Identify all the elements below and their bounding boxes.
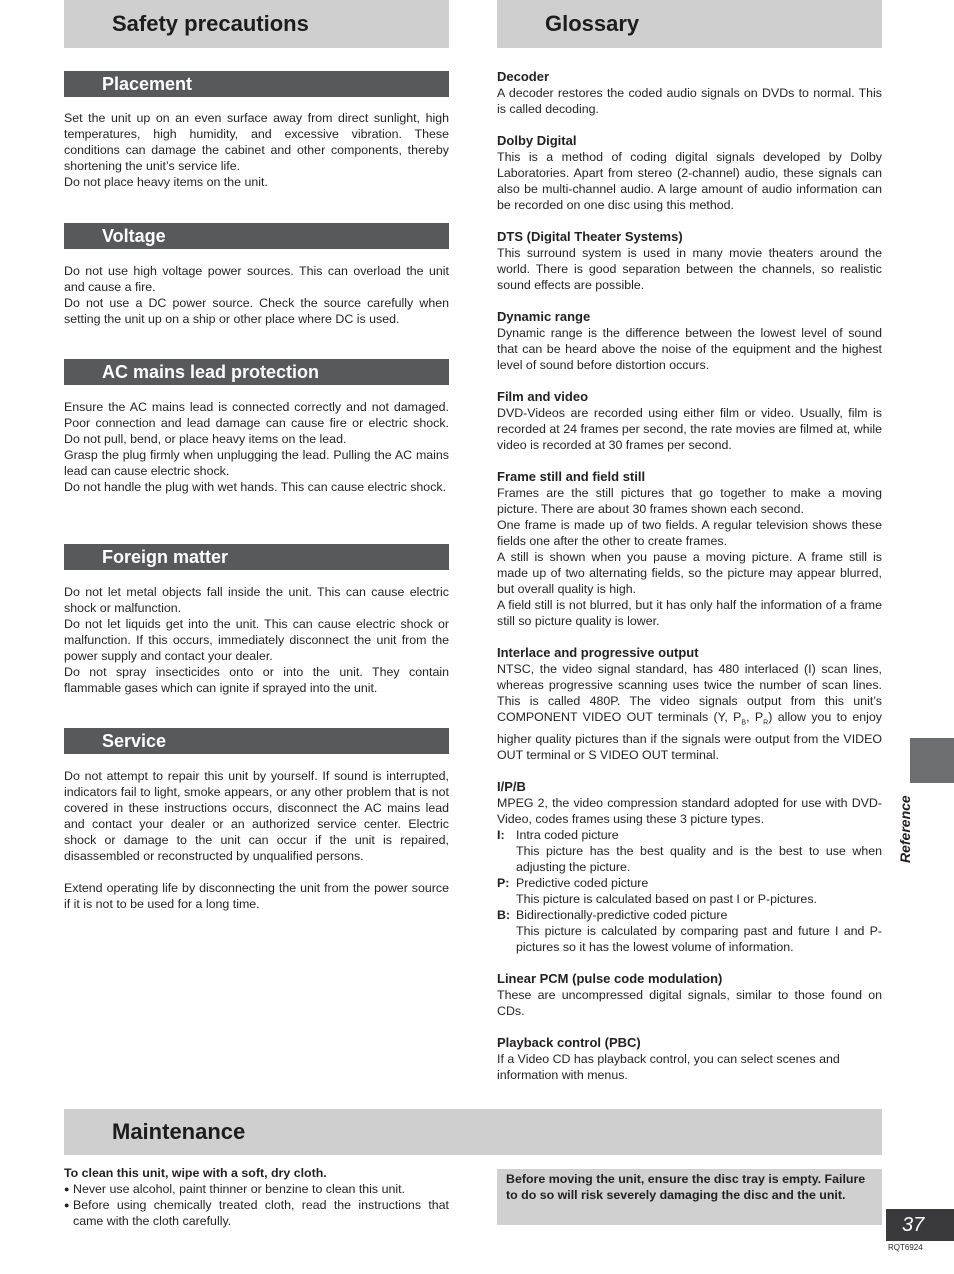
voltage-paragraph: Do not use a DC power source. Check the source carefully when setting the unit up on a ship or other place where DC is used. <box>64 296 449 326</box>
maintenance-bullet <box>64 1197 449 1229</box>
ac-mains-paragraph: Do not handle the plug with wet hands. This can cause electric shock. <box>64 480 447 494</box>
definition-text: NTSC, the video signal standard, has 480 interlaced (I) scan lines, whereas progressive scanning uses twice the number of scan lines. This is called 480P. The video signals output from this unit’s COMPONENT VIDEO OUT terminals (Y, P <box>497 662 882 724</box>
glossary-term: Dolby Digital <box>497 133 577 148</box>
glossary-definition: Dynamic range is the difference between the lowest level of sound that can be heard above the noise of the equipment and the highest level of sound before distortion occurs. <box>497 326 882 372</box>
glossary-list <box>497 69 882 1099</box>
ac-mains-text <box>64 399 449 495</box>
maintenance-heading-band <box>64 1109 882 1155</box>
glossary-term: Dynamic range <box>497 309 591 324</box>
glossary-definition: This surround system is used in many movie theaters around the world. There is good separation between the channels, so realistic sound effects are possible. <box>497 246 882 292</box>
disc-tray-warning-text: Before moving the unit, ensure the disc tray is empty. Failure to do so will risk severely damaging the disc and the unit. <box>506 1172 866 1202</box>
definition-text: , P <box>746 710 764 724</box>
placement-paragraph: Set the unit up on an even surface away from direct sunlight, high temperatures, high humidity, and excessive vibration. These conditions can damage the cabinet and other components, thereby shortening the unit’s service life. <box>64 111 449 173</box>
picture-type-body <box>516 875 882 907</box>
service-paragraph: Do not attempt to repair this unit by yourself. If sound is interrupted, indicators fail to light, smoke appears, or any other problem that is not covered in these instructions occurs, disconnect the AC mains lead and contact your dealer or an authorized service center. Electric shock or damage to the unit can occur if the unit is repaired, disassembled or reconstructed by unqualified persons. <box>64 769 449 863</box>
glossary-entry-pbc <box>497 1035 882 1083</box>
picture-type-name: Bidirectionally-predictive coded picture <box>516 908 728 923</box>
picture-type-name: Predictive coded picture <box>516 876 649 891</box>
bullet-icon: ● <box>64 1184 70 1194</box>
document-code: RQT6924 <box>888 1243 923 1252</box>
section-side-tab <box>910 738 954 783</box>
glossary-definition: One frame is made up of two fields. A regular television shows these fields one after the other to create frames. <box>497 518 882 548</box>
foreign-matter-heading: Foreign matter <box>64 544 449 570</box>
glossary-term: DTS (Digital Theater Systems) <box>497 229 683 244</box>
subscript-b: B <box>741 719 747 727</box>
voltage-heading: Voltage <box>64 223 449 249</box>
picture-type-label: B: <box>497 908 511 923</box>
glossary-definition <box>497 661 882 763</box>
foreign-matter-text <box>64 584 449 696</box>
picture-type-description: This picture is calculated by comparing past and future I and P-pictures so it has the lowest volume of information. <box>516 924 882 955</box>
foreign-matter-paragraph: Do not let liquids get into the unit. This can cause electric shock or malfunction. If this occurs, immediately disconnect the unit from the power supply and contact your dealer. <box>64 617 449 663</box>
safety-precautions-heading-band <box>64 0 449 48</box>
glossary-definition: DVD-Videos are recorded using either film or video. Usually, film is recorded at 24 frames per second, the rate movies are filmed at, while video is recorded at 30 frames per second. <box>497 406 882 452</box>
bullet-text: Never use alcohol, paint thinner or benzine to clean this unit. <box>73 1182 405 1196</box>
ac-mains-paragraph: Grasp the plug firmly when unplugging the lead. Pulling the AC mains lead can cause electric shock. <box>64 448 449 478</box>
picture-type-name: Intra coded picture <box>516 828 619 843</box>
picture-type-b <box>497 907 882 955</box>
glossary-definition: If a Video CD has playback control, you can select scenes and information with menus. <box>497 1052 840 1083</box>
page-number: 37 <box>886 1209 954 1241</box>
glossary-definition: MPEG 2, the video compression standard adopted for use with DVD-Video, codes frames using these 3 picture types. <box>497 796 882 827</box>
picture-type-p <box>497 875 882 907</box>
maintenance-text <box>64 1165 449 1229</box>
placement-heading: Placement <box>64 71 449 97</box>
glossary-entry-linear-pcm <box>497 971 882 1019</box>
definition-text: ) allow you to enjoy higher quality pictures than if the signals were output from the VIDEO OUT terminal or S VIDEO OUT terminal. <box>497 710 882 763</box>
maintenance-bullet <box>64 1181 449 1197</box>
safety-precautions-title: Safety precautions <box>112 11 309 36</box>
picture-type-description: This picture has the best quality and is the best to use when adjusting the picture. <box>516 844 882 875</box>
service-text <box>64 768 449 912</box>
ac-mains-heading: AC mains lead protection <box>64 359 449 385</box>
foreign-matter-paragraph: Do not let metal objects fall inside the unit. This can cause electric shock or malfunction. <box>64 585 449 615</box>
glossary-term: Film and video <box>497 389 589 404</box>
glossary-entry-dolby-digital <box>497 133 882 213</box>
maintenance-title: Maintenance <box>112 1119 246 1144</box>
glossary-definition: These are uncompressed digital signals, similar to those found on CDs. <box>497 988 882 1019</box>
glossary-entry-ipb <box>497 779 882 955</box>
picture-type-body <box>516 827 882 875</box>
service-paragraph: Extend operating life by disconnecting the unit from the power source if it is not to be used for a long time. <box>64 881 449 911</box>
glossary-definition: Frames are the still pictures that go together to make a moving picture. There are about 30 frames shown each second. <box>497 486 882 516</box>
glossary-term: Playback control (PBC) <box>497 1035 641 1051</box>
picture-type-label: P: <box>497 876 510 891</box>
glossary-entry-decoder <box>497 69 882 117</box>
glossary-entry-dynamic-range <box>497 309 882 373</box>
ac-mains-paragraph: Ensure the AC mains lead is connected correctly and not damaged. Poor connection and lead damage can cause fire or electric shock. Do not pull, bend, or place heavy items on the lead. <box>64 400 449 446</box>
glossary-definition: A still is shown when you pause a moving picture. A frame still is made up of two alternating fields, so the picture may appear blurred, but overall quality is high. <box>497 550 882 596</box>
placement-text <box>64 110 449 190</box>
glossary-title: Glossary <box>545 11 640 36</box>
subscript-r: R <box>763 719 769 727</box>
bullet-text: Before using chemically treated cloth, read the instructions that came with the cloth carefully. <box>73 1198 449 1228</box>
glossary-entry-dts <box>497 229 882 293</box>
disc-tray-warning-box <box>497 1169 882 1225</box>
glossary-term: I/P/B <box>497 779 526 795</box>
glossary-entry-film-and-video <box>497 389 882 453</box>
service-heading: Service <box>64 728 449 754</box>
glossary-term: Linear PCM (pulse code modulation) <box>497 971 723 987</box>
voltage-text <box>64 263 449 327</box>
glossary-heading-band <box>497 0 882 48</box>
picture-type-i <box>497 827 882 875</box>
glossary-definition: This is a method of coding digital signals developed by Dolby Laboratories. Apart from stereo (2-channel) audio, these signals can also be multi-channel audio. A large amount of audio information can be recorded on one disc using this method. <box>497 150 882 212</box>
placement-paragraph: Do not place heavy items on the unit. <box>64 175 268 189</box>
glossary-definition: A decoder restores the coded audio signals on DVDs to normal. This is called decoding. <box>497 86 882 116</box>
picture-type-label: I: <box>497 828 505 843</box>
glossary-definition: A field still is not blurred, but it has only half the information of a frame still so picture quality is lower. <box>497 598 882 628</box>
section-side-label: Reference <box>897 795 913 863</box>
glossary-entry-interlace-progressive <box>497 645 882 763</box>
picture-type-description: This picture is calculated based on past I or P-pictures. <box>516 892 817 907</box>
voltage-paragraph: Do not use high voltage power sources. This can overload the unit and cause a fire. <box>64 264 449 294</box>
glossary-term: Frame still and field still <box>497 469 646 484</box>
glossary-term: Decoder <box>497 69 550 84</box>
maintenance-lead: To clean this unit, wipe with a soft, dry cloth. <box>64 1166 327 1180</box>
glossary-entry-frame-still <box>497 469 882 629</box>
bullet-icon: ● <box>64 1200 70 1210</box>
picture-type-body <box>516 907 882 955</box>
foreign-matter-paragraph: Do not spray insecticides onto or into the unit. They contain flammable gases which can ignite if sprayed into the unit. <box>64 665 449 695</box>
glossary-term: Interlace and progressive output <box>497 645 699 660</box>
